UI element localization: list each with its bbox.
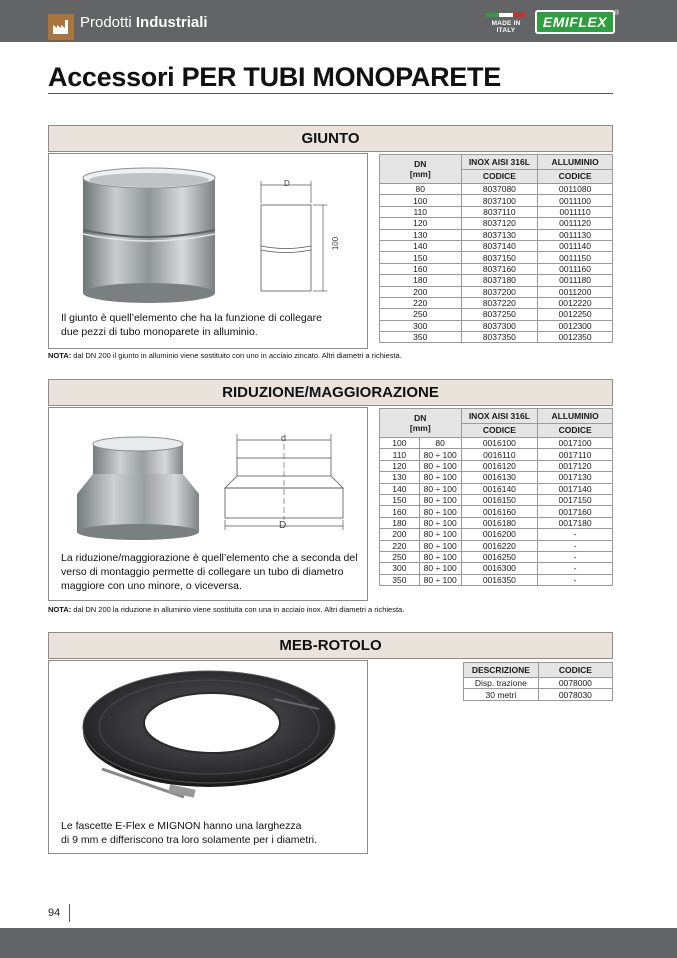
giunto-description: Il giunto è quell’elemento che ha la funzione di collegare due pezzi di tubo monoparete in alluminio. (61, 312, 322, 338)
top-bar (0, 0, 677, 42)
col-header-inox: INOX AISI 316L (461, 409, 538, 424)
table-cell: 0011180 (538, 275, 613, 286)
section-title-meb-rotolo: MEB-ROTOLO (48, 632, 613, 659)
riduzione-technical-drawing (219, 430, 359, 540)
table-cell: 80 ÷ 100 (419, 483, 461, 494)
category-label: Prodotti Industriali (80, 14, 208, 31)
table-cell: 8037150 (461, 252, 538, 263)
meb-image-box (48, 660, 368, 854)
giunto-table-row (380, 297, 613, 308)
riduzione-table-row (380, 574, 613, 585)
table-cell: 0011200 (538, 286, 613, 297)
table-cell: 0016100 (461, 438, 538, 449)
table-cell: 0012350 (538, 332, 613, 343)
meb-description: Le fascette E-Flex e MIGNON hanno una larghezza di 9 mm e differiscono tra loro solamente per i diametri. (61, 820, 317, 846)
table-cell: 80 ÷ 100 (419, 494, 461, 505)
table-cell: 80 ÷ 100 (419, 472, 461, 483)
riduzione-table-row (380, 438, 613, 449)
table-cell: - (538, 574, 613, 585)
table-cell: 300 (380, 320, 462, 331)
table-cell: 0011130 (538, 229, 613, 240)
table-cell: 0011110 (538, 206, 613, 217)
table-cell: 130 (380, 472, 420, 483)
table-cell: 0016200 (461, 529, 538, 540)
table-cell: 110 (380, 206, 462, 217)
giunto-table-row (380, 263, 613, 274)
table-cell: 0017100 (538, 438, 613, 449)
table-cell: 160 (380, 263, 462, 274)
riduzione-table-row (380, 551, 613, 562)
riduzione-table-row (380, 483, 613, 494)
brand-logo: EMIFLEX (535, 10, 615, 34)
table-cell: 80 ÷ 100 (419, 449, 461, 460)
table-cell: 80 ÷ 100 (419, 551, 461, 562)
meb-rotolo-product-image (74, 669, 344, 807)
col-header-inox: INOX AISI 316L (461, 155, 538, 170)
table-cell: 0011140 (538, 240, 613, 251)
col-header-descrizione: DESCRIZIONE (464, 663, 539, 678)
table-cell: 0017130 (538, 472, 613, 483)
table-cell: 0012300 (538, 320, 613, 331)
table-cell: 0016130 (461, 472, 538, 483)
table-cell: - (538, 529, 613, 540)
table-cell: 220 (380, 540, 420, 551)
factory-icon (48, 14, 74, 40)
table-cell: 8037300 (461, 320, 538, 331)
table-cell: 80 ÷ 100 (419, 563, 461, 574)
table-cell: 0017150 (538, 494, 613, 505)
table-cell: 0016180 (461, 517, 538, 528)
table-cell: 0016150 (461, 494, 538, 505)
section-title-giunto: GIUNTO (48, 125, 613, 152)
table-cell: 350 (380, 574, 420, 585)
table-cell: 0011100 (538, 195, 613, 206)
table-cell: 80 (419, 438, 461, 449)
table-cell: 180 (380, 275, 462, 286)
riduzione-table-row (380, 563, 613, 574)
giunto-table-row (380, 286, 613, 297)
table-cell: 0011150 (538, 252, 613, 263)
table-cell: 350 (380, 332, 462, 343)
dim-label-height: 100 (331, 236, 341, 251)
table-cell: 8037200 (461, 286, 538, 297)
registered-mark: ® (614, 10, 620, 17)
table-cell: 200 (380, 286, 462, 297)
table-cell: 0016160 (461, 506, 538, 517)
table-cell: 0016110 (461, 449, 538, 460)
table-cell: 80 ÷ 100 (419, 574, 461, 585)
table-cell: 80 ÷ 100 (419, 460, 461, 471)
meb-table-row (464, 678, 613, 689)
section-title-riduzione: RIDUZIONE/MAGGIORAZIONE (48, 379, 613, 406)
giunto-table-row (380, 320, 613, 331)
table-cell: 0017180 (538, 517, 613, 528)
table-cell: 0016220 (461, 540, 538, 551)
table-cell: 0017160 (538, 506, 613, 517)
table-cell: 220 (380, 297, 462, 308)
giunto-table-row (380, 309, 613, 320)
col-header-codice: CODICE (538, 663, 612, 678)
table-cell: 0016300 (461, 563, 538, 574)
page-title: Accessori PER TUBI MONOPARETE (48, 62, 501, 92)
made-in-italy-badge: MADE IN ITALY (483, 13, 529, 31)
table-cell: 140 (380, 483, 420, 494)
table-cell: 110 (380, 449, 420, 460)
col-header-codice: CODICE (538, 169, 613, 184)
giunto-table (379, 154, 613, 343)
giunto-table-row (380, 229, 613, 240)
table-cell: 150 (380, 252, 462, 263)
table-cell: 8037080 (461, 184, 538, 195)
table-cell: 0011080 (538, 184, 613, 195)
table-cell: 8037120 (461, 218, 538, 229)
table-cell: 100 (380, 438, 420, 449)
table-cell: 200 (380, 529, 420, 540)
table-cell: 0012220 (538, 297, 613, 308)
table-cell: 8037100 (461, 195, 538, 206)
col-header-codice: CODICE (461, 423, 538, 438)
table-cell: 8037180 (461, 275, 538, 286)
table-cell: 8037130 (461, 229, 538, 240)
riduzione-table-row (380, 449, 613, 460)
table-cell: 0078030 (538, 689, 612, 700)
table-cell: 80 ÷ 100 (419, 517, 461, 528)
table-cell: - (538, 563, 613, 574)
table-cell: 8037220 (461, 297, 538, 308)
giunto-image-box (48, 153, 368, 349)
title-divider (48, 93, 613, 94)
riduzione-table (379, 408, 613, 586)
dim-label-d: D (284, 179, 290, 188)
table-cell: 100 (380, 195, 462, 206)
page-number: 94 (48, 907, 61, 919)
riduzione-product-image (73, 436, 203, 541)
riduzione-note: NOTA: dal DN 200 la riduzione in alluminio viene sostituita con una in acciaio inox. Altri diametri a richiesta. (48, 605, 405, 614)
giunto-table-row (380, 275, 613, 286)
riduzione-table-row (380, 506, 613, 517)
table-cell: - (538, 540, 613, 551)
table-cell: 0017120 (538, 460, 613, 471)
giunto-note: NOTA: dal DN 200 il giunto in alluminio viene sostituito con uno in acciaio zincato. Altri diametri a richiesta. (48, 351, 402, 360)
page-number-divider (69, 904, 70, 922)
table-cell: 8037350 (461, 332, 538, 343)
col-header-alluminio: ALLUMINIO (538, 155, 613, 170)
giunto-table-row (380, 332, 613, 343)
table-cell: 8037160 (461, 263, 538, 274)
col-header-codice: CODICE (538, 423, 613, 438)
riduzione-table-row (380, 517, 613, 528)
table-cell: 8037140 (461, 240, 538, 251)
table-cell: 250 (380, 551, 420, 562)
table-cell: 30 metri (464, 689, 539, 700)
table-cell: Disp. trazione (464, 678, 539, 689)
dim-label-big-d: D (279, 520, 287, 531)
giunto-product-image (77, 166, 222, 306)
table-cell: 0016140 (461, 483, 538, 494)
riduzione-image-box (48, 407, 368, 601)
giunto-table-row (380, 218, 613, 229)
riduzione-table-row (380, 529, 613, 540)
table-cell: 0078000 (538, 678, 612, 689)
table-cell: 120 (380, 460, 420, 471)
table-cell: 80 ÷ 100 (419, 506, 461, 517)
table-cell: 130 (380, 229, 462, 240)
giunto-table-row (380, 252, 613, 263)
table-cell: 0011120 (538, 218, 613, 229)
giunto-table-row (380, 195, 613, 206)
meb-table (463, 662, 613, 701)
table-cell: 80 ÷ 100 (419, 529, 461, 540)
table-cell: - (538, 551, 613, 562)
giunto-table-row (380, 206, 613, 217)
giunto-table-row (380, 240, 613, 251)
table-cell: 8037110 (461, 206, 538, 217)
giunto-table-row (380, 184, 613, 195)
col-header-alluminio: ALLUMINIO (538, 409, 613, 424)
bottom-bar (0, 928, 677, 958)
table-cell: 8037250 (461, 309, 538, 320)
table-cell: 250 (380, 309, 462, 320)
table-cell: 160 (380, 506, 420, 517)
riduzione-description: La riduzione/maggiorazione è quell’elemento che a seconda del verso di montaggio permette di collegare un tubo di diametro maggiore con uno minore, o viceversa. (61, 552, 358, 592)
col-header-codice: CODICE (461, 169, 538, 184)
giunto-technical-drawing (249, 179, 339, 304)
col-header-dn: DN [mm] (380, 409, 462, 438)
table-cell: 140 (380, 240, 462, 251)
col-header-dn: DN [mm] (380, 155, 462, 184)
table-cell: 0017140 (538, 483, 613, 494)
meb-table-row (464, 689, 613, 700)
table-cell: 80 ÷ 100 (419, 540, 461, 551)
table-cell: 0012250 (538, 309, 613, 320)
italy-flag-icon (486, 13, 526, 17)
table-cell: 300 (380, 563, 420, 574)
table-cell: 0016350 (461, 574, 538, 585)
table-cell: 120 (380, 218, 462, 229)
table-cell: 0016250 (461, 551, 538, 562)
riduzione-table-row (380, 460, 613, 471)
riduzione-table-row (380, 472, 613, 483)
table-cell: 80 (380, 184, 462, 195)
dim-label-small-d: d (281, 433, 287, 443)
table-cell: 180 (380, 517, 420, 528)
riduzione-table-row (380, 494, 613, 505)
riduzione-table-row (380, 540, 613, 551)
table-cell: 0017110 (538, 449, 613, 460)
table-cell: 0011160 (538, 263, 613, 274)
table-cell: 150 (380, 494, 420, 505)
table-cell: 0016120 (461, 460, 538, 471)
